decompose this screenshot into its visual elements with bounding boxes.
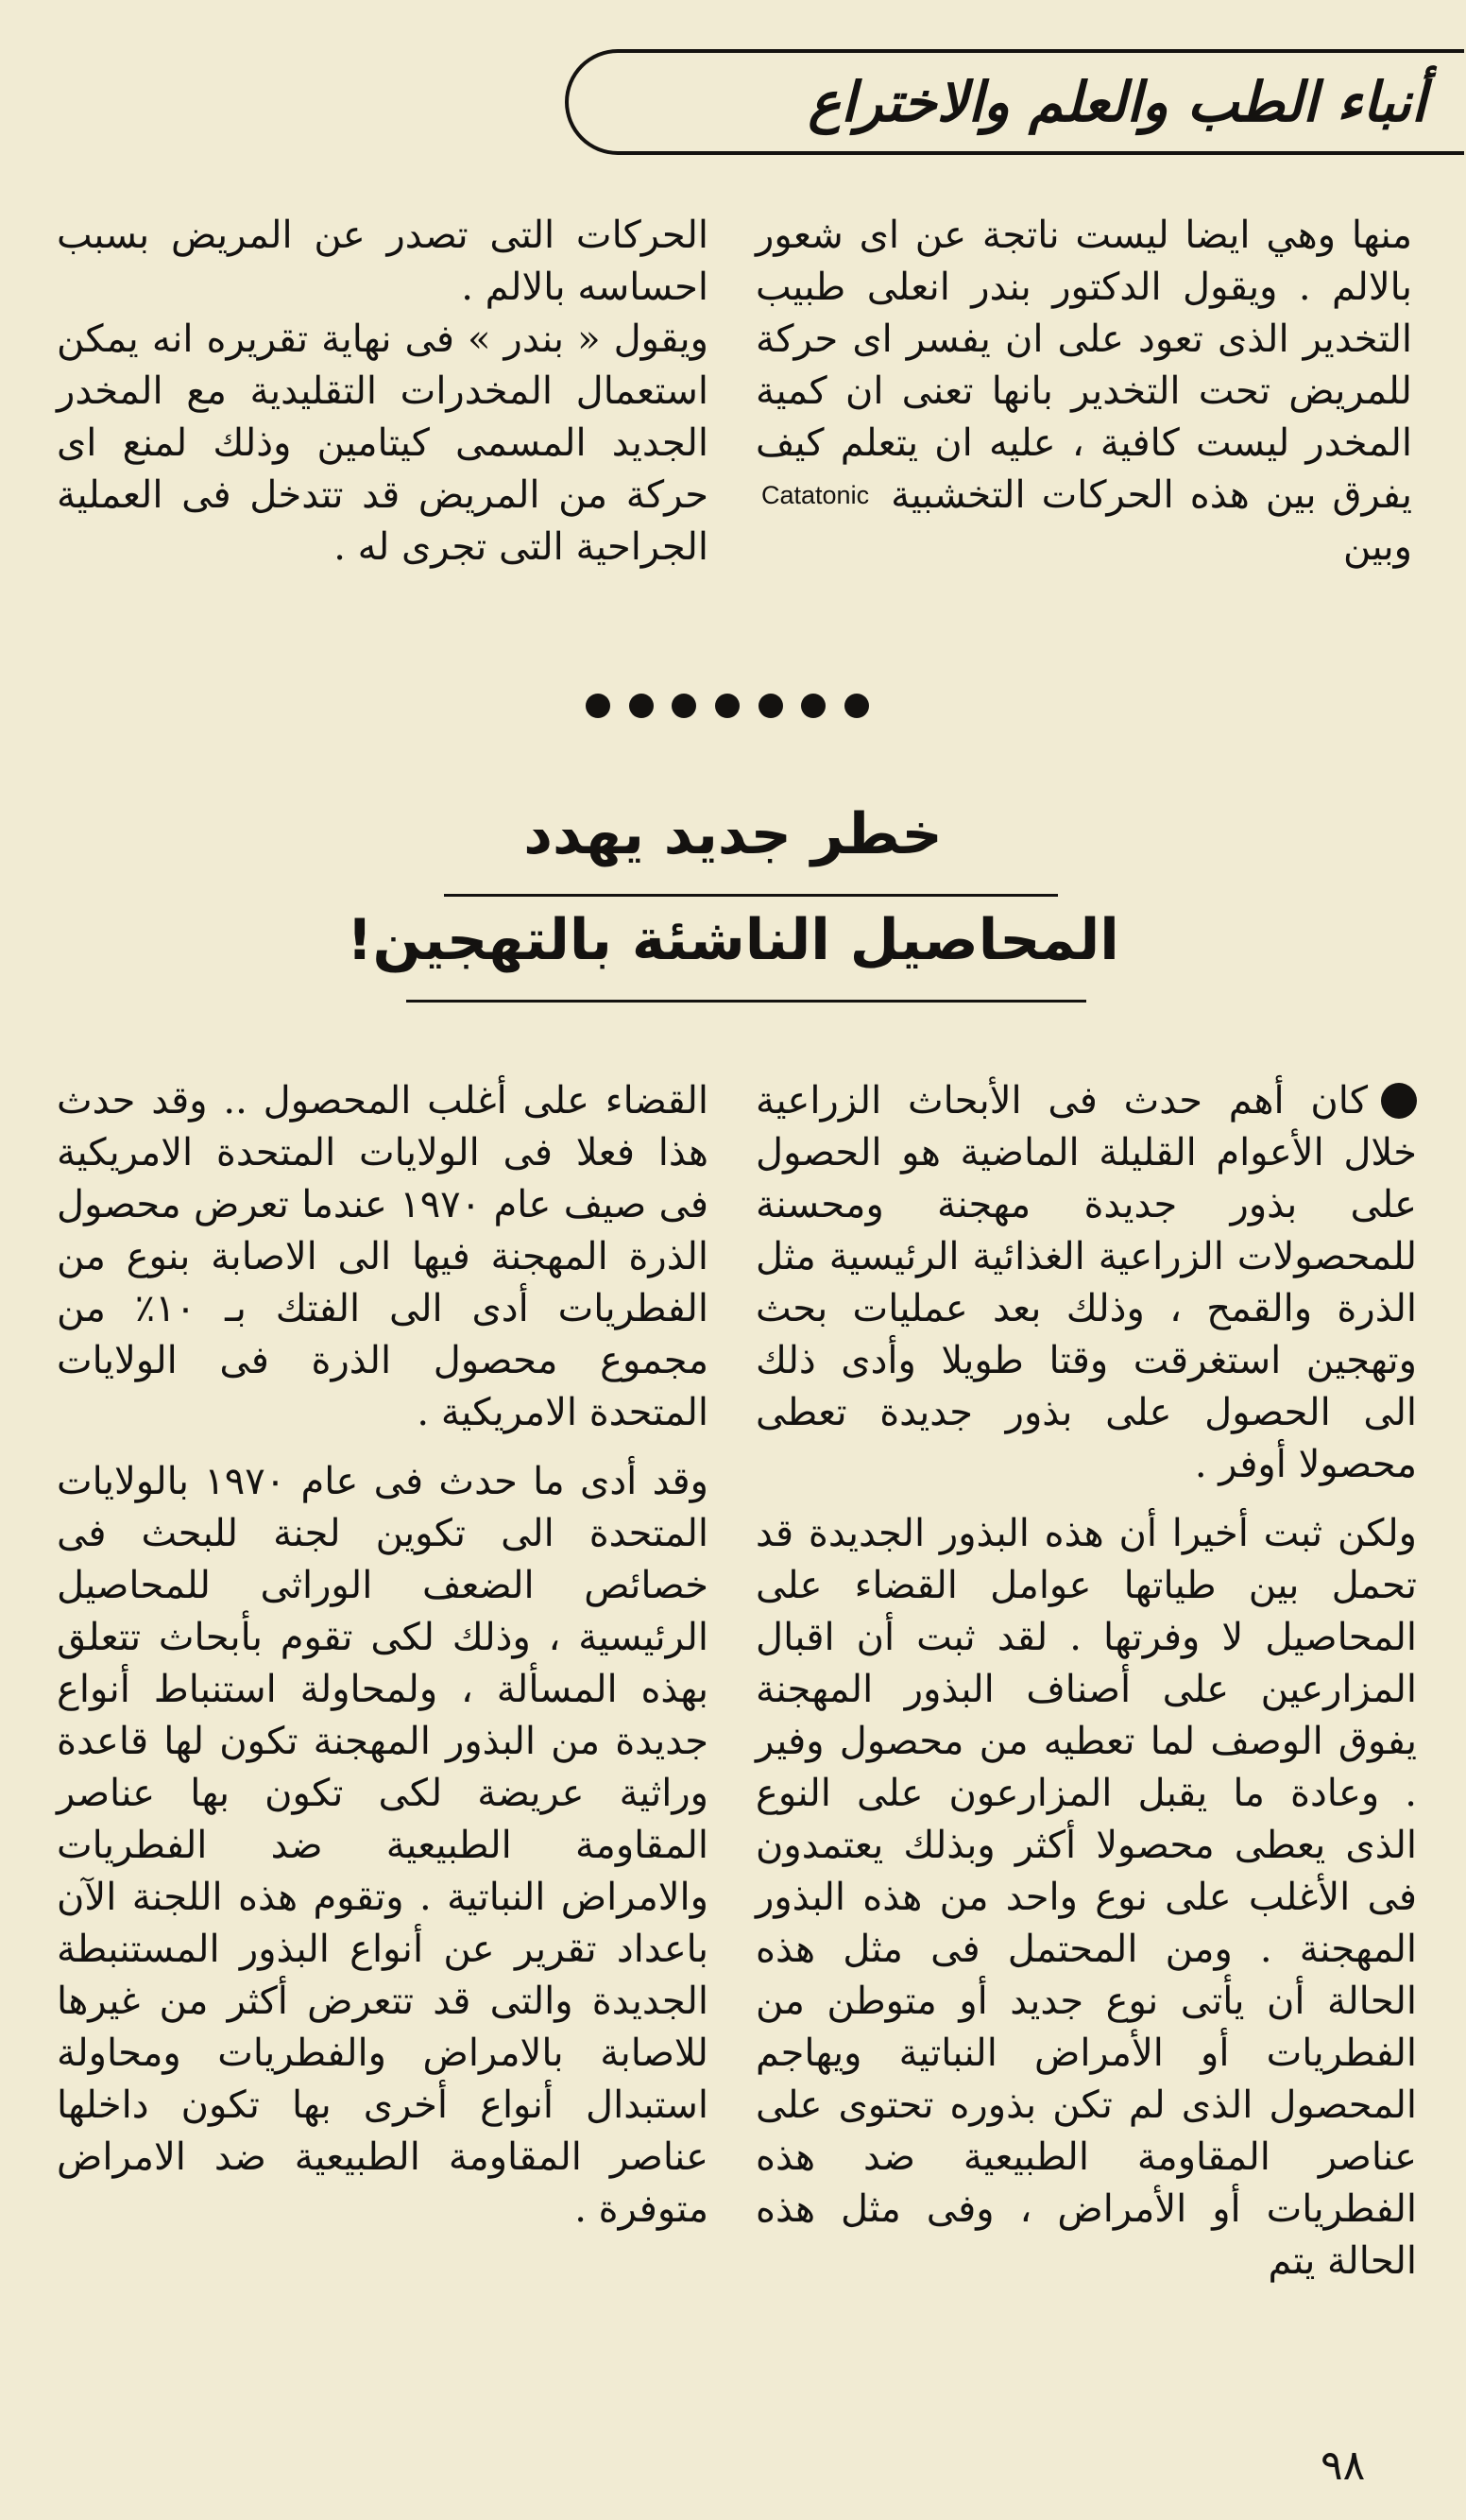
article2-paragraph: وقد أدى ما حدث فى عام ١٩٧٠ بالولايات المتحدة الى تكوين لجنة للبحث فى خصائص الضعف الوراثى للمحاصيل الرئيسية ، وذلك لكى تقوم بأبحاث تتعلق بهذه المسألة ، ولمحاولة استنباط أنواع جديدة من البذور المهجنة تكون لها قاعدة وراثية عريضة لكى تكون بها عناصر المقاومة الطبيعية ضد الفطريات والامراض النباتية . وتقوم هذه اللجنة الآن باعداد تقرير عن أنواع البذور المستنبطة الجديدة والتى قد تتعرض أكثر من غيرها للاصابة بالامراض والفطريات ومحاولة استبدال أنواع أخرى بها تكون داخلها عناصر المقاومة الطبيعية ضد الامراض متوفرة . xyxy=(57,1460,708,2231)
latin-term: Catatonic xyxy=(761,481,870,509)
bullet-dot-icon xyxy=(1381,1083,1417,1119)
separator-dot xyxy=(672,694,696,718)
section-header xyxy=(565,49,1464,155)
headline-rule-bottom xyxy=(406,1000,1086,1003)
article2-left-column xyxy=(57,1075,708,2236)
headline-rule xyxy=(444,894,1058,897)
article1-paragraph xyxy=(756,210,1412,574)
separator-dot xyxy=(801,694,826,718)
article1-paragraph-tail: وبين xyxy=(1343,525,1412,569)
separator-dot xyxy=(586,694,610,718)
separator-dot xyxy=(759,694,783,718)
article1-right-column xyxy=(756,210,1412,574)
article2-paragraph: القضاء على أغلب المحصول .. وقد حدث هذا فعلا فى الولايات المتحدة الامريكية فى صيف عام ١٩٧٠ عندما تعرض محصول الذرة المهجنة فيها الى الاصابة بنوع من الفطريات أدى الى الفتك بـ ١٠٪ من مجموع محصول الذرة فى الولايات المتحدة الامريكية . xyxy=(57,1079,708,1434)
article2-right-column xyxy=(756,1075,1417,2288)
article2-headline-line2: المحاصيل الناشئة بالتهجين! xyxy=(347,907,1119,973)
separator-dot xyxy=(629,694,654,718)
separator-dot xyxy=(715,694,740,718)
separator-dot xyxy=(844,694,869,718)
section-header-title: أنباء الطب والعلم والاختراع xyxy=(808,70,1426,134)
article1-paragraph-text: منها وهي ايضا ليست ناتجة عن اى شعور بالالم . ويقول الدكتور بندر انعلى طبيب التخدير الذى تعود على ان يفسر اى حركة للمريض تحت التخدير بانها تعنى ان كمية المخدر ليست كافية ، عليه ان يتعلم كيف يفرق بين هذه الحركات التخشبية xyxy=(756,214,1412,517)
page-number: ٩٨ xyxy=(1321,2442,1366,2490)
article2-paragraph-text: كان أهم حدث فى الأبحاث الزراعية خلال الأعوام القليلة الماضية هو الحصول على بذور جديدة مهجنة ومحسنة للمحصولات الزراعية الغذائية الرئيسية مثل الذرة والقمح ، وذلك بعد عمليات بحث وتهجين استغرقت وقتا طويلا وأدى ذلك الى الحصول على بذور جديدة تعطى محصولا أوفر . xyxy=(756,1079,1417,1486)
article2-paragraph xyxy=(756,1075,1417,1491)
article2-paragraph: ولكن ثبت أخيرا أن هذه البذور الجديدة قد تحمل بين طياتها عوامل القضاء على المحاصيل لا وفرتها . لقد ثبت أن اقبال المزارعين على أصناف البذور المهجنة يفوق الوصف لما تعطيه من محصول وفير . وعادة ما يقبل المزارعون على النوع الذى يعطى محصولا أكثر وبذلك يعتمدون فى الأغلب على نوع واحد من هذه البذور المهجنة . ومن المحتمل فى مثل هذه الحالة أن يأتى نوع جديد أو متوطن من الفطريات أو الأمراض النباتية ويهاجم المحصول الذى لم تكن بذوره تحتوى على عناصر المقاومة الطبيعية ضد هذه الفطريات أو الأمراض ، وفى مثل هذه الحالة يتم xyxy=(756,1512,1417,2283)
section-separator xyxy=(586,694,869,718)
article1-left-column xyxy=(57,210,708,574)
article1-paragraph: ويقول « بندر » فى نهاية تقريره انه يمكن استعمال المخدرات التقليدية مع المخدر الجديد المسمى كيتامين وذلك لمنع اى حركة من المريض قد تتدخل فى العملية الجراحية التى تجرى له . xyxy=(57,317,708,569)
article2-headline-line1: خطر جديد يهدد xyxy=(523,801,943,867)
article1-paragraph: الحركات التى تصدر عن المريض بسبب احساسه بالالم . xyxy=(57,214,708,309)
